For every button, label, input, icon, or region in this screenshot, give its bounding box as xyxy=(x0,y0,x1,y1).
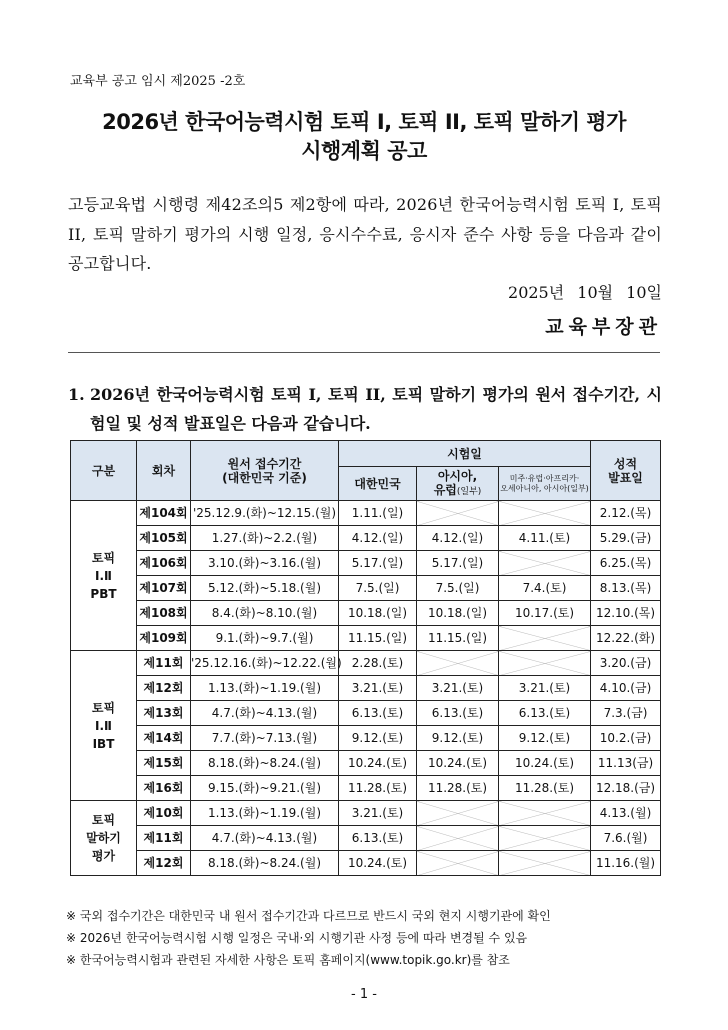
schedule-table xyxy=(70,440,661,876)
session-cell: 제15회 xyxy=(137,751,191,776)
header-application-line1: 원서 접수기간 xyxy=(227,456,302,471)
application-cell: 5.12.(화)~5.18.(월) xyxy=(191,576,339,601)
application-cell: 1.13.(화)~1.19.(월) xyxy=(191,801,339,826)
intro-paragraph: 고등교육법 시행령 제42조의5 제2항에 따라, 2026년 한국어능력시험 토픽 I, 토픽 II, 토픽 말하기 평가의 시행 일정, 응시수수료, 응시자 준수 사항 등을 다음과 같이 공고합니다. xyxy=(68,195,662,273)
korea-cell: 3.21.(토) xyxy=(339,801,417,826)
session-cell: 제108회 xyxy=(137,601,191,626)
empty-cell xyxy=(499,626,591,651)
results-cell: 7.3.(금) xyxy=(591,701,661,726)
korea-cell: 9.12.(토) xyxy=(339,726,417,751)
notice-date: 2025년 10월 10일 xyxy=(508,283,662,302)
empty-cell xyxy=(499,851,591,876)
results-cell: 12.10.(목) xyxy=(591,601,661,626)
korea-cell: 2.28.(토) xyxy=(339,651,417,676)
session-cell: 제16회 xyxy=(137,776,191,801)
korea-cell: 10.18.(일) xyxy=(339,601,417,626)
asia-cell: 3.21.(토) xyxy=(417,676,499,701)
table-row xyxy=(71,776,661,801)
note-item: ※ 국외 접수기간은 대한민국 내 원서 접수기간과 다르므로 반드시 국외 현지 시행기관에 확인 xyxy=(66,909,551,923)
session-cell: 제105회 xyxy=(137,526,191,551)
table-row xyxy=(71,726,661,751)
application-cell: 1.13.(화)~1.19.(월) xyxy=(191,676,339,701)
empty-cell xyxy=(499,651,591,676)
korea-cell: 10.24.(토) xyxy=(339,751,417,776)
application-cell: 9.15.(화)~9.21.(월) xyxy=(191,776,339,801)
page-number: - 1 - xyxy=(351,987,377,1002)
divider xyxy=(68,352,660,353)
category-label-line: 말하기 xyxy=(86,831,121,845)
empty-cell xyxy=(417,801,499,826)
korea-cell: 6.13.(토) xyxy=(339,701,417,726)
notice-number: 교육부 공고 임시 제2025 -2호 xyxy=(70,74,246,89)
notes xyxy=(66,905,666,971)
category-label-line: 토픽 xyxy=(91,550,116,565)
session-cell: 제11회 xyxy=(137,651,191,676)
asia-cell: 10.18.(일) xyxy=(417,601,499,626)
category-label-line: PBT xyxy=(90,586,117,601)
korea-cell: 5.17.(일) xyxy=(339,551,417,576)
asia-cell: 7.5.(일) xyxy=(417,576,499,601)
section-1 xyxy=(68,380,662,438)
schedule-body xyxy=(71,501,661,876)
results-cell: 4.10.(금) xyxy=(591,676,661,701)
section-number: 1. xyxy=(68,385,85,404)
korea-cell: 7.5.(일) xyxy=(339,576,417,601)
application-cell: 9.1.(화)~9.7.(월) xyxy=(191,626,339,651)
korea-cell: 3.21.(토) xyxy=(339,676,417,701)
table-row xyxy=(71,626,661,651)
application-cell: '25.12.9.(화)~12.15.(월) xyxy=(191,501,339,526)
application-cell: 8.18.(화)~8.24.(월) xyxy=(191,851,339,876)
table-row xyxy=(71,601,661,626)
results-cell: 3.20.(금) xyxy=(591,651,661,676)
header-results-line1: 성적 xyxy=(613,456,638,471)
empty-cell xyxy=(499,501,591,526)
category-label-line: Ⅰ.Ⅱ xyxy=(95,718,112,733)
korea-cell: 11.15.(일) xyxy=(339,626,417,651)
americas-cell: 7.4.(토) xyxy=(499,576,591,601)
asia-cell: 10.24.(토) xyxy=(417,751,499,776)
application-cell: 8.4.(화)~8.10.(월) xyxy=(191,601,339,626)
session-cell: 제13회 xyxy=(137,701,191,726)
header-exam-date: 시험일 xyxy=(339,441,591,467)
empty-cell xyxy=(417,501,499,526)
session-cell: 제12회 xyxy=(137,676,191,701)
asia-cell: 11.28.(토) xyxy=(417,776,499,801)
header-application xyxy=(191,441,339,501)
application-cell: 3.10.(화)~3.16.(월) xyxy=(191,551,339,576)
korea-cell: 10.24.(토) xyxy=(339,851,417,876)
korea-cell: 6.13.(토) xyxy=(339,826,417,851)
empty-cell xyxy=(417,851,499,876)
category-label-line: 토픽 xyxy=(91,700,116,715)
results-cell: 12.18.(금) xyxy=(591,776,661,801)
category-cell xyxy=(71,501,137,651)
table-row xyxy=(71,501,661,526)
note-item: ※ 2026년 한국어능력시험 시행 일정은 국내·외 시행기관 사정 등에 따라 변경될 수 있음 xyxy=(66,931,528,945)
application-cell: 4.7.(화)~4.13.(월) xyxy=(191,701,339,726)
application-cell: 1.27.(화)~2.2.(월) xyxy=(191,526,339,551)
results-cell: 7.6.(월) xyxy=(591,826,661,851)
category-label-line: 토픽 xyxy=(91,813,116,827)
application-cell: 8.18.(화)~8.24.(월) xyxy=(191,751,339,776)
session-cell: 제107회 xyxy=(137,576,191,601)
session-cell: 제10회 xyxy=(137,801,191,826)
empty-cell xyxy=(499,826,591,851)
table-row xyxy=(71,651,661,676)
americas-cell: 4.11.(토) xyxy=(499,526,591,551)
header-asia-line1: 아시아, xyxy=(437,468,478,483)
document-title-line1: 2026년 한국어능력시험 토픽 I, 토픽 II, 토픽 말하기 평가 xyxy=(102,110,626,134)
table-row xyxy=(71,851,661,876)
header-asia-line2: 유럽 xyxy=(433,482,457,497)
table-row xyxy=(71,801,661,826)
header-category: 구분 xyxy=(71,441,137,501)
korea-cell: 1.11.(일) xyxy=(339,501,417,526)
header-application-line2: (대한민국 기준) xyxy=(222,470,307,485)
header-asia-europe xyxy=(417,467,499,501)
results-cell: 2.12.(목) xyxy=(591,501,661,526)
asia-cell: 11.15.(일) xyxy=(417,626,499,651)
note-item: ※ 한국어능력시험과 관련된 자세한 사항은 토픽 홈페이지(www.topik.go.kr)를 참조 xyxy=(66,953,510,967)
asia-cell: 9.12.(토) xyxy=(417,726,499,751)
empty-cell xyxy=(417,826,499,851)
session-cell: 제14회 xyxy=(137,726,191,751)
session-cell: 제109회 xyxy=(137,626,191,651)
korea-cell: 4.12.(일) xyxy=(339,526,417,551)
asia-cell: 4.12.(일) xyxy=(417,526,499,551)
results-cell: 8.13.(목) xyxy=(591,576,661,601)
category-cell xyxy=(71,801,137,876)
session-cell: 제106회 xyxy=(137,551,191,576)
results-cell: 10.2.(금) xyxy=(591,726,661,751)
empty-cell xyxy=(417,651,499,676)
results-cell: 6.25.(목) xyxy=(591,551,661,576)
table-row xyxy=(71,576,661,601)
table-row xyxy=(71,701,661,726)
table-row xyxy=(71,551,661,576)
application-cell: 7.7.(화)~7.13.(월) xyxy=(191,726,339,751)
section-text: 2026년 한국어능력시험 토픽 I, 토픽 II, 토픽 말하기 평가의 원서 접수기간, 시험일 및 성적 발표일은 다음과 같습니다. xyxy=(90,385,662,433)
header-americas-note: (일부) xyxy=(567,483,589,493)
signatory: 교육부장관 xyxy=(545,316,662,338)
header-results xyxy=(591,441,661,501)
table-row xyxy=(71,676,661,701)
empty-cell xyxy=(499,801,591,826)
americas-cell: 9.12.(토) xyxy=(499,726,591,751)
category-label-line: 평가 xyxy=(91,849,116,863)
session-cell: 제11회 xyxy=(137,826,191,851)
table-row xyxy=(71,526,661,551)
results-cell: 11.16.(월) xyxy=(591,851,661,876)
category-label-line: IBT xyxy=(92,736,115,751)
korea-cell: 11.28.(토) xyxy=(339,776,417,801)
results-cell: 4.13.(월) xyxy=(591,801,661,826)
americas-cell: 10.17.(토) xyxy=(499,601,591,626)
header-korea: 대한민국 xyxy=(339,467,417,501)
asia-cell: 5.17.(일) xyxy=(417,551,499,576)
table-row xyxy=(71,751,661,776)
asia-cell: 6.13.(토) xyxy=(417,701,499,726)
document-title-line2: 시행계획 공고 xyxy=(301,139,427,163)
category-cell xyxy=(71,651,137,801)
header-session: 회차 xyxy=(137,441,191,501)
empty-cell xyxy=(499,551,591,576)
header-americas xyxy=(499,467,591,501)
session-cell: 제104회 xyxy=(137,501,191,526)
session-cell: 제12회 xyxy=(137,851,191,876)
header-results-line2: 발표일 xyxy=(608,470,643,485)
header-americas-line2: 오세아니아, 아시아 xyxy=(500,483,568,493)
table-row xyxy=(71,826,661,851)
header-asia-note: (일부) xyxy=(456,486,482,497)
americas-cell: 10.24.(토) xyxy=(499,751,591,776)
americas-cell: 6.13.(토) xyxy=(499,701,591,726)
results-cell: 5.29.(금) xyxy=(591,526,661,551)
results-cell: 12.22.(화) xyxy=(591,626,661,651)
header-americas-line1: 미주·유럽·아프리카· xyxy=(509,473,580,483)
category-label-line: Ⅰ.Ⅱ xyxy=(95,568,112,583)
application-cell: '25.12.16.(화)~12.22.(월) xyxy=(191,651,339,676)
application-cell: 4.7.(화)~4.13.(월) xyxy=(191,826,339,851)
results-cell: 11.13(금) xyxy=(591,751,661,776)
americas-cell: 3.21.(토) xyxy=(499,676,591,701)
americas-cell: 11.28.(토) xyxy=(499,776,591,801)
